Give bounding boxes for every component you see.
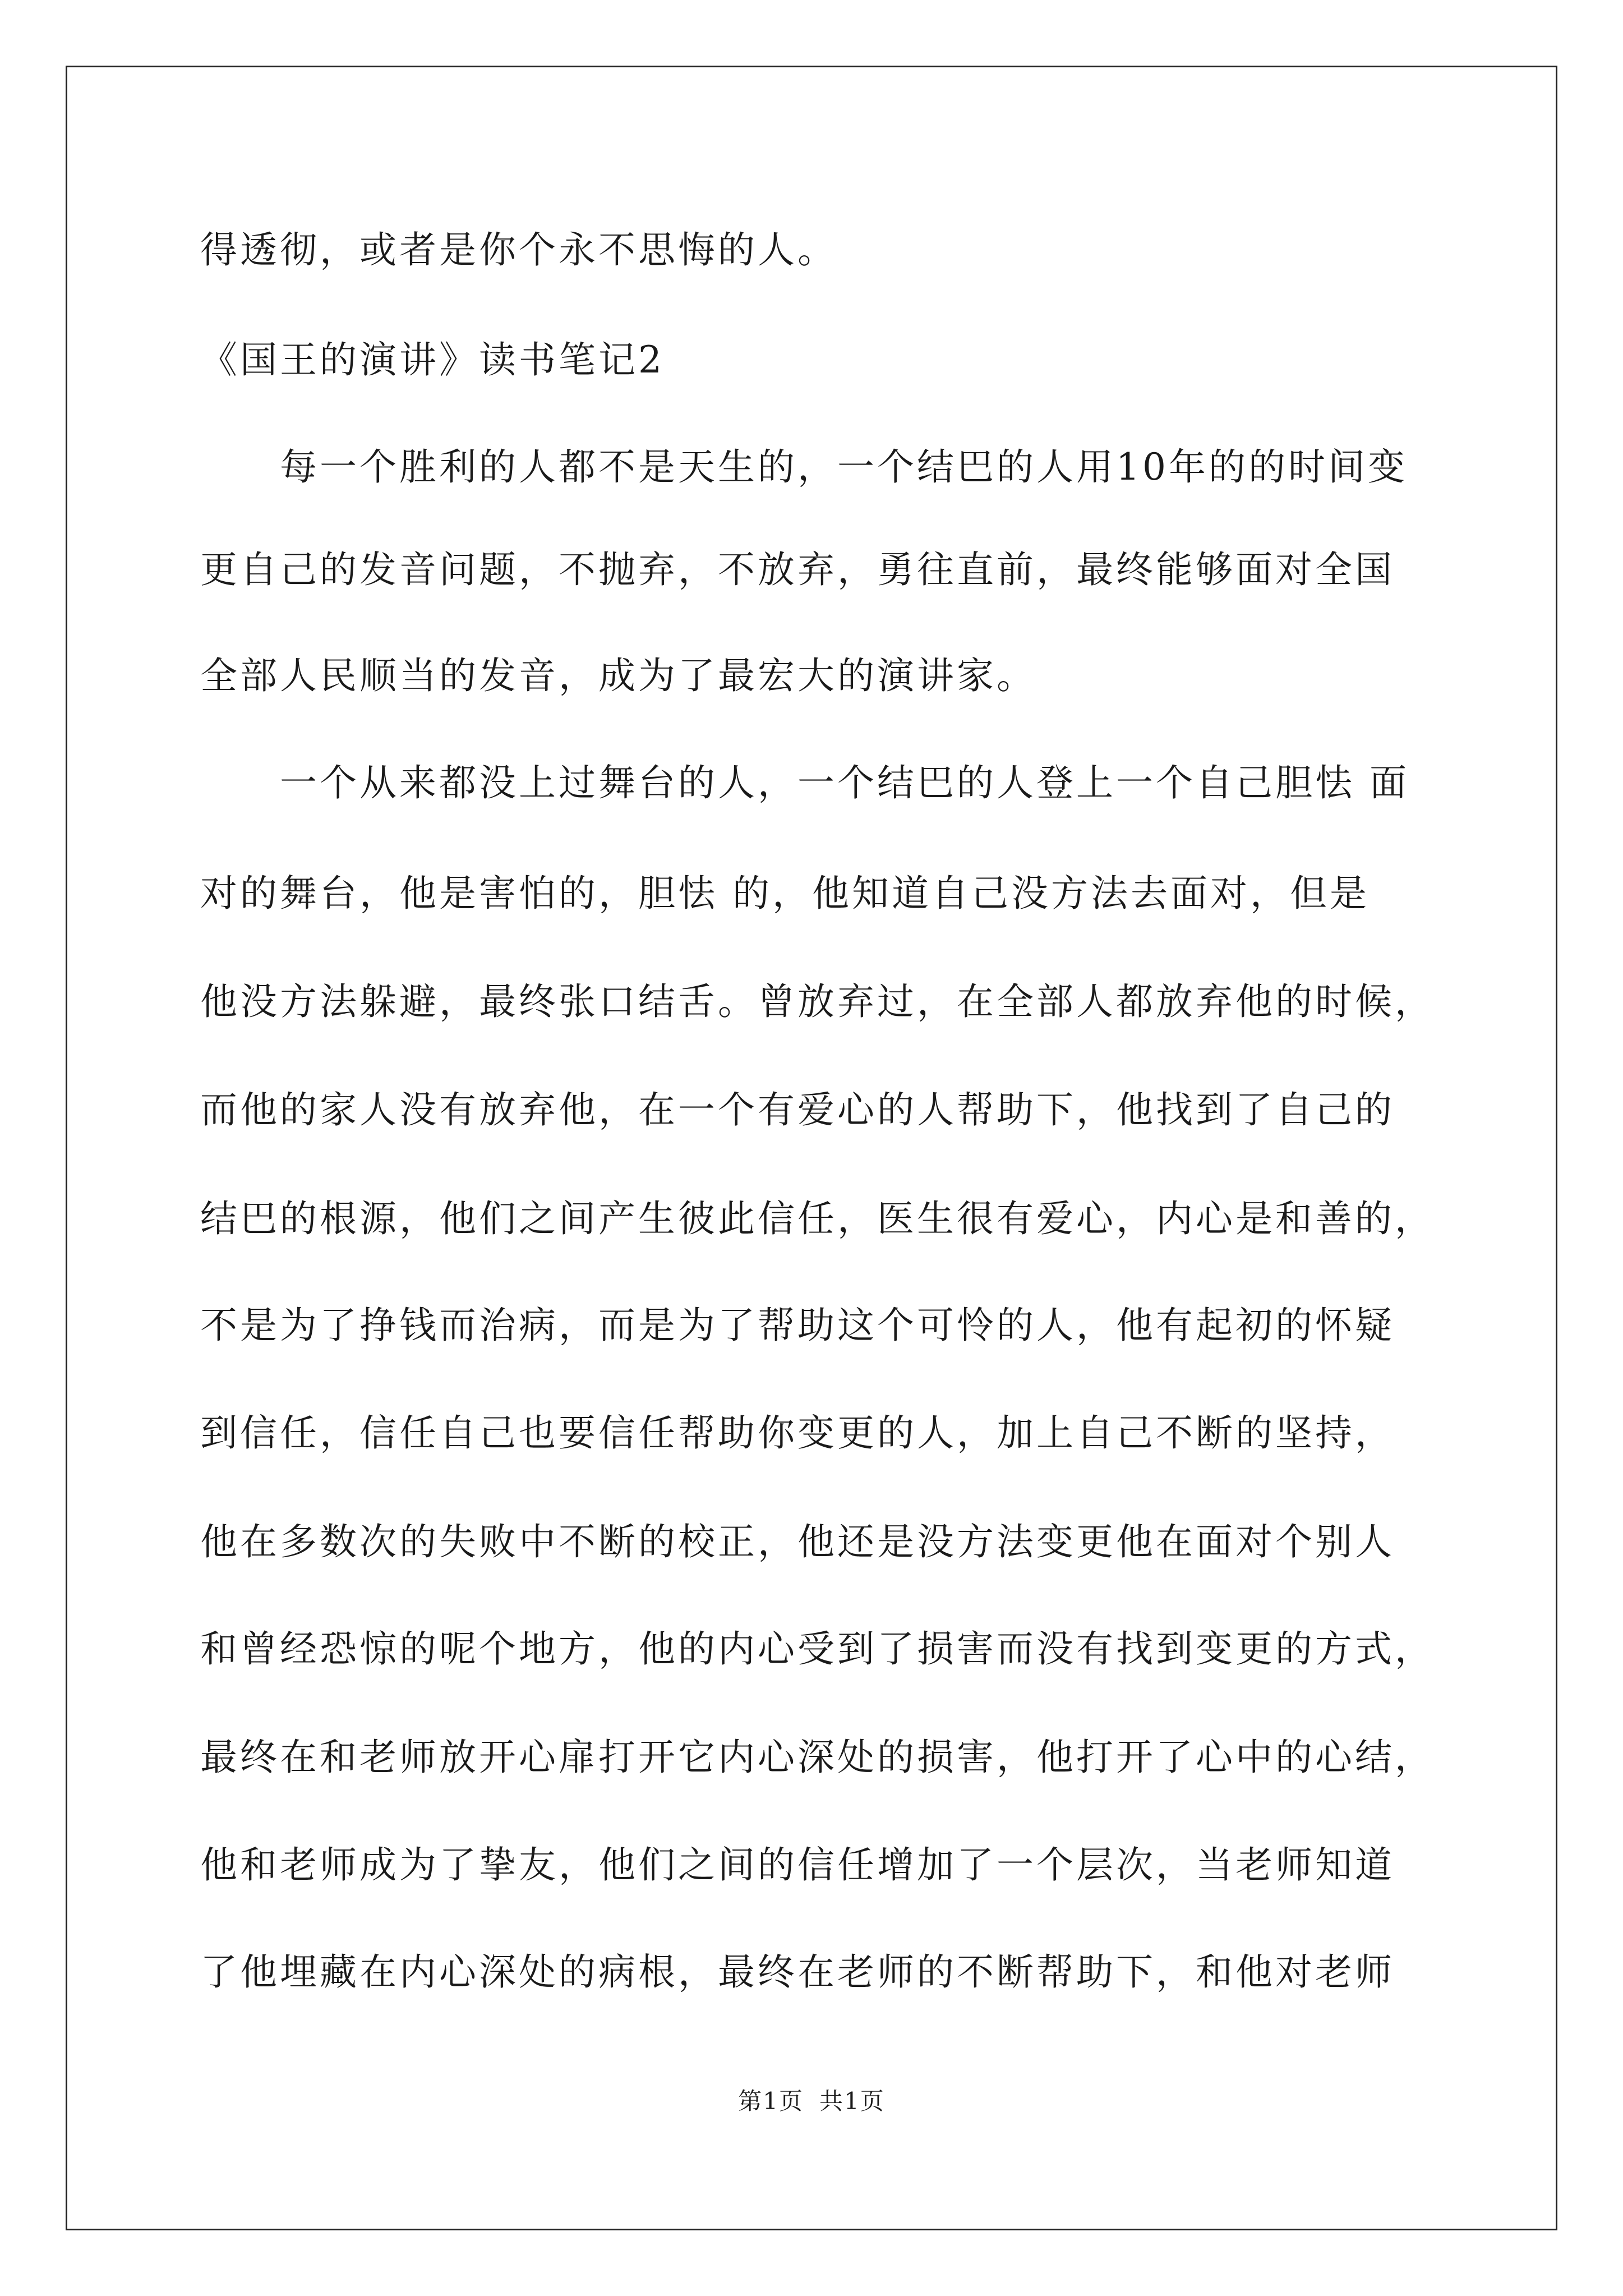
page-footer	[0, 2087, 1623, 2115]
page-number: 第1页	[738, 2087, 804, 2115]
text-line: 最终在和老师放开心扉打开它内心深处的损害，他打开了心中的心结，	[200, 1736, 1435, 1779]
text-line: 不是为了挣钱而治病，而是为了帮助这个可怜的人，他有起初的怀疑	[200, 1304, 1395, 1347]
text-line: 更自己的发音问题，不抛弃，不放弃，勇往直前，最终能够面对全国	[200, 548, 1395, 591]
page-border	[66, 66, 1557, 2230]
text-line: 全部人民顺当的发音，成为了最宏大的演讲家。	[200, 654, 1036, 697]
text-line: 每一个胜利的人都不是天生的，一个结巴的人用10年的的时间变	[280, 445, 1408, 489]
text-line: 得透彻，或者是你个永不思悔的人。	[200, 228, 837, 272]
text-line: 而他的家人没有放弃他，在一个有爱心的人帮助下，他找到了自己的	[200, 1088, 1395, 1131]
text-line: 他没方法躲避，最终张口结舌。曾放弃过，在全部人都放弃他的时候，	[200, 980, 1435, 1023]
section-heading: 《国王的演讲》读书笔记2	[200, 338, 665, 381]
text-line: 和曾经恐惊的呢个地方，他的内心受到了损害而没有找到变更的方式，	[200, 1627, 1435, 1671]
text-line: 结巴的根源，他们之间产生彼此信任，医生很有爱心，内心是和善的，	[200, 1197, 1435, 1240]
text-line: 到信任，信任自己也要信任帮助你变更的人，加上自己不断的坚持，	[200, 1411, 1395, 1455]
text-line: 他和老师成为了挚友，他们之间的信任增加了一个层次，当老师知道	[200, 1843, 1395, 1887]
page-total: 共1页	[819, 2087, 885, 2115]
text-line: 他在多数次的失败中不断的校正，他还是没方法变更他在面对个别人	[200, 1520, 1395, 1563]
text-line: 了他埋藏在内心深处的病根，最终在老师的不断帮助下，和他对老师	[200, 1950, 1395, 1994]
text-line: 对的舞台，他是害怕的，胆怯 的，他知道自己没方法去面对，但是	[200, 872, 1370, 915]
text-line: 一个从来都没上过舞台的人，一个结巴的人登上一个自己胆怯 面	[280, 761, 1409, 804]
